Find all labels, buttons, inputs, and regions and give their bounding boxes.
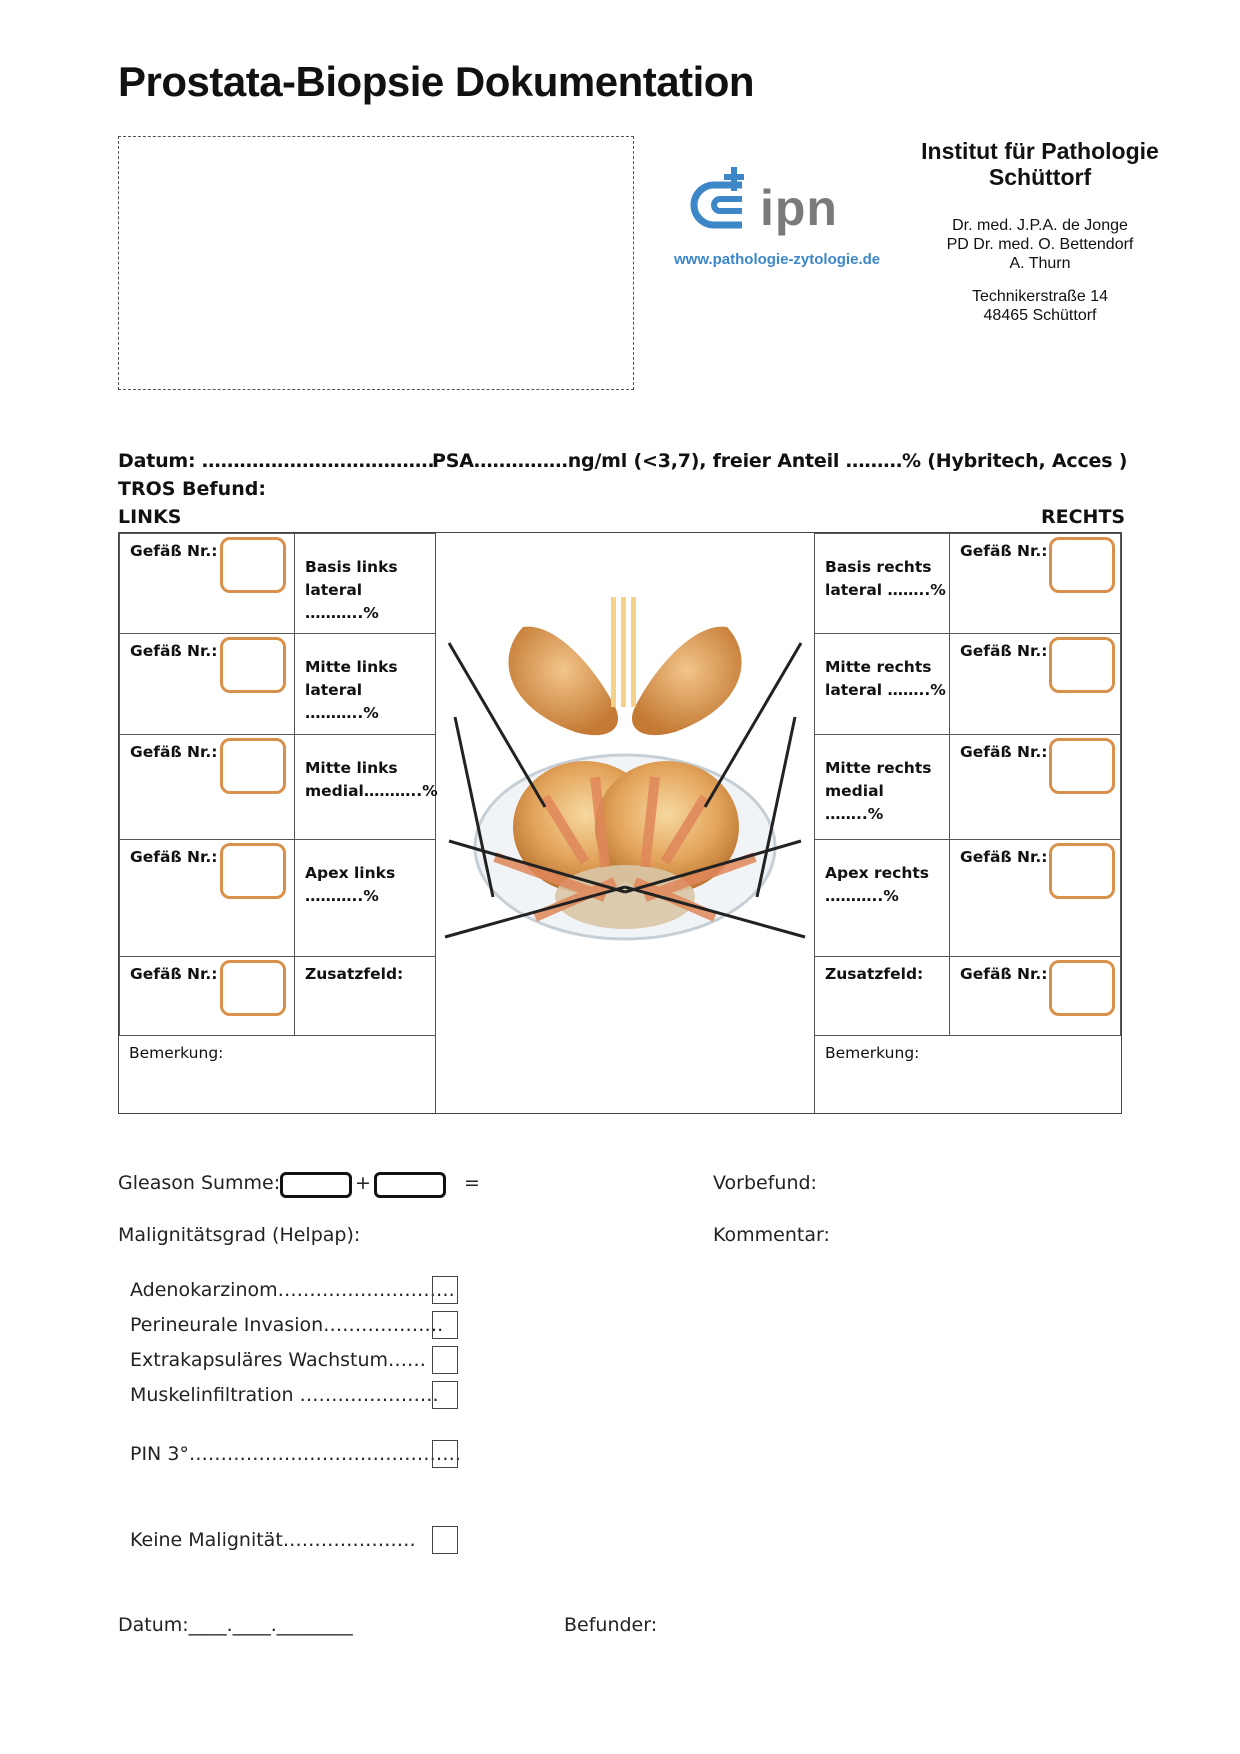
patient-label-area[interactable] [118, 136, 634, 390]
befunder-field[interactable]: Befunder: [564, 1614, 658, 1636]
biopsy-grid [118, 532, 1122, 1114]
vessel-label: Gefäß Nr.: [130, 743, 218, 761]
basis-links-label: Basis links [305, 558, 398, 576]
vessel-number-box[interactable] [220, 738, 286, 794]
mitte-links-medial-label: Mitte links [305, 759, 398, 777]
mitte-links-medial-percent[interactable]: medial………..% [305, 782, 438, 800]
bemerkung-links-label: Bemerkung: [129, 1044, 224, 1062]
vessel-label: Gefäß Nr.: [960, 743, 1048, 761]
vessel-cell-right-4 [949, 839, 1121, 957]
check-label-pin3: PIN 3°……………………………………. [130, 1443, 461, 1465]
vessel-number-box[interactable] [1049, 960, 1115, 1016]
cell-mitte-rechts-medial [814, 734, 950, 840]
bemerkung-links[interactable] [119, 1035, 436, 1114]
doctor-1: Dr. med. J.P.A. de Jonge [952, 217, 1128, 234]
vessel-number-box[interactable] [1049, 637, 1115, 693]
checkbox-keine-malignitaet[interactable] [432, 1526, 458, 1554]
rechts-label: RECHTS [1041, 506, 1126, 528]
mitte-rechts-medial-label: Mitte rechts [825, 759, 932, 777]
vessel-number-box[interactable] [220, 960, 286, 1016]
vessel-cell-left-5 [119, 956, 295, 1036]
vessel-cell-left-4 [119, 839, 295, 957]
vessel-number-box[interactable] [1049, 738, 1115, 794]
check-label-adenokarzinom: Adenokarzinom………………………. [130, 1279, 455, 1301]
vessel-number-box[interactable] [220, 537, 286, 593]
checkbox-adenokarzinom[interactable] [432, 1276, 458, 1304]
cell-mitte-rechts-lateral [814, 633, 950, 735]
bemerkung-rechts-label: Bemerkung: [825, 1044, 920, 1062]
tros-label: TROS Befund: [118, 478, 266, 500]
vessel-number-box[interactable] [1049, 537, 1115, 593]
vorbefund-label[interactable]: Vorbefund: [713, 1172, 817, 1194]
checkbox-extrakapsulaer[interactable] [432, 1346, 458, 1374]
basis-links-lateral: lateral [305, 581, 363, 599]
doctor-2: PD Dr. med. O. Bettendorf [946, 236, 1134, 253]
vessel-number-box[interactable] [220, 843, 286, 899]
datum-field[interactable]: Datum: ………………………………. [118, 450, 435, 472]
links-label: LINKS [118, 506, 182, 528]
vessel-cell-left-3 [119, 734, 295, 840]
vessel-cell-right-1 [949, 533, 1121, 634]
checkbox-pin3[interactable] [432, 1440, 458, 1468]
cell-zusatz-links[interactable] [294, 956, 436, 1036]
kommentar-label[interactable]: Kommentar: [713, 1224, 830, 1246]
page-title: Prostata-Biopsie Dokumentation [118, 58, 755, 105]
cell-mitte-links-medial [294, 734, 436, 840]
city: 48465 Schüttorf [983, 307, 1097, 324]
vessel-label: Gefäß Nr.: [960, 642, 1048, 660]
website-link[interactable]: www.pathologie-zytologie.de [674, 251, 881, 268]
gleason-box-2[interactable] [374, 1172, 446, 1198]
malignitaet-label: Malignitätsgrad (Helpap): [118, 1224, 361, 1246]
gleason-box-1[interactable] [280, 1172, 352, 1198]
vessel-cell-right-3 [949, 734, 1121, 840]
institute-name-1: Institut für Pathologie [921, 138, 1159, 164]
basis-rechts-percent[interactable]: lateral ……..% [825, 581, 946, 599]
mitte-rechts-label: Mitte rechts [825, 658, 932, 676]
basis-links-percent[interactable]: ………..% [305, 604, 379, 622]
apex-rechts-percent[interactable]: ………..% [825, 887, 899, 905]
datum-footer-field[interactable]: Datum:____.____.________ [118, 1614, 353, 1636]
vessel-label: Gefäß Nr.: [130, 848, 218, 866]
gleason-label: Gleason Summe: [118, 1172, 281, 1194]
ipn-logo [674, 163, 890, 273]
mitte-links-label: Mitte links [305, 658, 398, 676]
vessel-cell-left-1 [119, 533, 295, 634]
vessel-label: Gefäß Nr.: [130, 642, 218, 660]
gleason-equals: = [464, 1172, 480, 1194]
vessel-cell-right-5 [949, 956, 1121, 1036]
cell-zusatz-rechts[interactable] [814, 956, 950, 1036]
vessel-label: Gefäß Nr.: [960, 848, 1048, 866]
doctor-3: A. Thurn [1009, 255, 1071, 272]
check-label-keine-malignitaet: Keine Malignität………………… [130, 1529, 416, 1551]
bemerkung-rechts[interactable] [814, 1035, 1121, 1114]
mitte-rechts-medial-percent[interactable]: ……..% [825, 805, 884, 823]
prostate-diagram [435, 533, 815, 1114]
vessel-label: Gefäß Nr.: [960, 965, 1048, 983]
psa-field[interactable]: PSA……………ng/ml (<3,7), freier Anteil ………% (Hybritech, Acces ) [432, 450, 1128, 472]
institute-name-2: Schüttorf [988, 164, 1092, 190]
vessel-number-box[interactable] [220, 637, 286, 693]
vessel-number-box[interactable] [1049, 843, 1115, 899]
checkbox-muskelinfiltration[interactable] [432, 1381, 458, 1409]
basis-rechts-label: Basis rechts [825, 558, 932, 576]
cell-basis-links [294, 533, 436, 634]
cell-basis-rechts [814, 533, 950, 634]
gleason-plus: + [355, 1172, 371, 1194]
logo-text: ipn [760, 180, 838, 236]
mitte-rechts-lateral-percent[interactable]: lateral ……..% [825, 681, 946, 699]
vessel-label: Gefäß Nr.: [960, 542, 1048, 560]
mitte-links-lateral: lateral [305, 681, 363, 699]
vessel-cell-right-2 [949, 633, 1121, 735]
apex-links-label: Apex links [305, 864, 396, 882]
check-label-muskelinfiltration: Muskelinfiltration …………………. [130, 1384, 439, 1406]
cell-mitte-links-lateral [294, 633, 436, 735]
checkbox-perineurale-invasion[interactable] [432, 1311, 458, 1339]
check-label-perineurale: Perineurale Invasion………………. [130, 1314, 444, 1336]
check-label-extrakapsulaer: Extrakapsuläres Wachstum…… [130, 1349, 427, 1371]
apex-links-percent[interactable]: ………..% [305, 887, 379, 905]
vessel-label: Gefäß Nr.: [130, 965, 218, 983]
mitte-rechts-medial: medial [825, 782, 884, 800]
apex-rechts-label: Apex rechts [825, 864, 930, 882]
institute-block [905, 138, 1175, 325]
zusatz-rechts-label: Zusatzfeld: [825, 965, 924, 983]
zusatz-links-label: Zusatzfeld: [305, 965, 404, 983]
prostate-biopsy-illustration [435, 597, 815, 1017]
street: Technikerstraße 14 [971, 288, 1109, 305]
vessel-label: Gefäß Nr.: [130, 542, 218, 560]
cell-apex-links [294, 839, 436, 957]
cell-apex-rechts [814, 839, 950, 957]
mitte-links-lateral-percent[interactable]: ………..% [305, 704, 379, 722]
vessel-cell-left-2 [119, 633, 295, 735]
